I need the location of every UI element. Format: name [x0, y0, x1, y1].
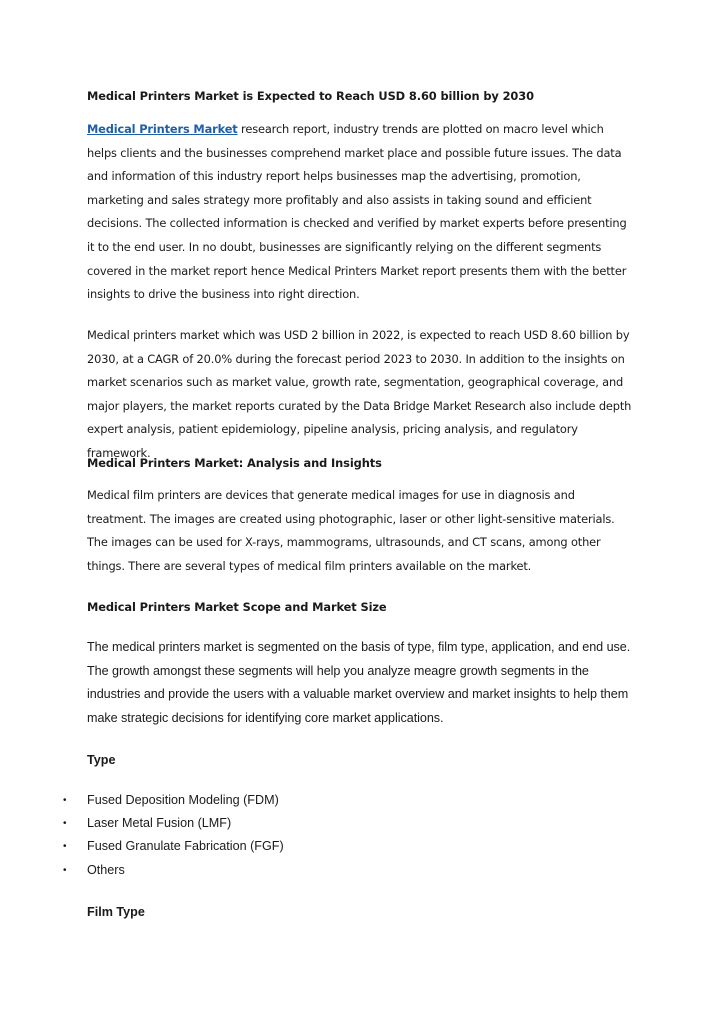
intro-text: research report, industry trends are plotted on macro level which helps clients and the businesses comprehend market place and possible future issues. The data and information of this industry report helps businesses map the advertising, promotion, marketing and sales strategy more profitably and also assists in taking sound and efficient decisions. The collected information is checked and verified by market experts before presenting it to the end user. In no doubt, businesses are significantly relying on the different segments covered in the market report hence Medical Printers Market report presents them with the better insights to drive the business into right direction.: [87, 122, 627, 302]
film-type-heading: Film Type: [87, 905, 145, 919]
list-item: [0, 789, 700, 812]
bullet-icon: •: [63, 818, 67, 830]
medical-printers-market-link[interactable]: Medical Printers Market: [87, 122, 238, 136]
list-item: [0, 812, 700, 835]
list-item-label: Laser Metal Fusion (LMF): [87, 816, 232, 831]
bullet-icon: •: [63, 795, 67, 806]
type-heading: Type: [87, 753, 116, 767]
bullet-icon: •: [63, 841, 67, 853]
scope-paragraph: The medical printers market is segmented on the basis of type, film type, application, and end use. The growth amongst these segments will help you analyze meagre growth segments in the industries and provide the users with a valuable market overview and market insights to help them make strategic decisions for identifying core market applications.: [87, 640, 631, 725]
analysis-heading: Medical Printers Market: Analysis and Insights: [87, 456, 382, 470]
list-item: [0, 835, 700, 858]
list-item-label: Others: [87, 862, 125, 877]
analysis-paragraph: Medical film printers are devices that generate medical images for use in diagnosis and treatment. The images are created using photographic, laser or other light-sensitive materials. The images can be used for X-rays, mammograms, ultrasounds, and CT scans, among other things. There are several types of medical film printers available on the market.: [87, 488, 615, 573]
list-item-label: Fused Granulate Fabrication (FGF): [87, 839, 284, 854]
intro-paragraph: [87, 118, 632, 307]
list-item: [0, 859, 700, 882]
document-title: Medical Printers Market is Expected to Reach USD 8.60 billion by 2030: [87, 89, 534, 103]
market-size-paragraph: Medical printers market which was USD 2 billion in 2022, is expected to reach USD 8.60 billion by 2030, at a CAGR of 20.0% during the forecast period 2023 to 2030. In addition to the insights on market scenarios such as market value, growth rate, segmentation, geographical coverage, and major players, the market reports curated by the Data Bridge Market Research also include depth expert analysis, patient epidemiology, pipeline analysis, pricing analysis, and regulatory framework.: [87, 328, 632, 460]
bullet-icon: •: [63, 864, 67, 876]
list-item-label: Fused Deposition Modeling (FDM): [87, 793, 279, 807]
type-list: [0, 789, 700, 882]
scope-heading: Medical Printers Market Scope and Market Size: [87, 600, 387, 614]
